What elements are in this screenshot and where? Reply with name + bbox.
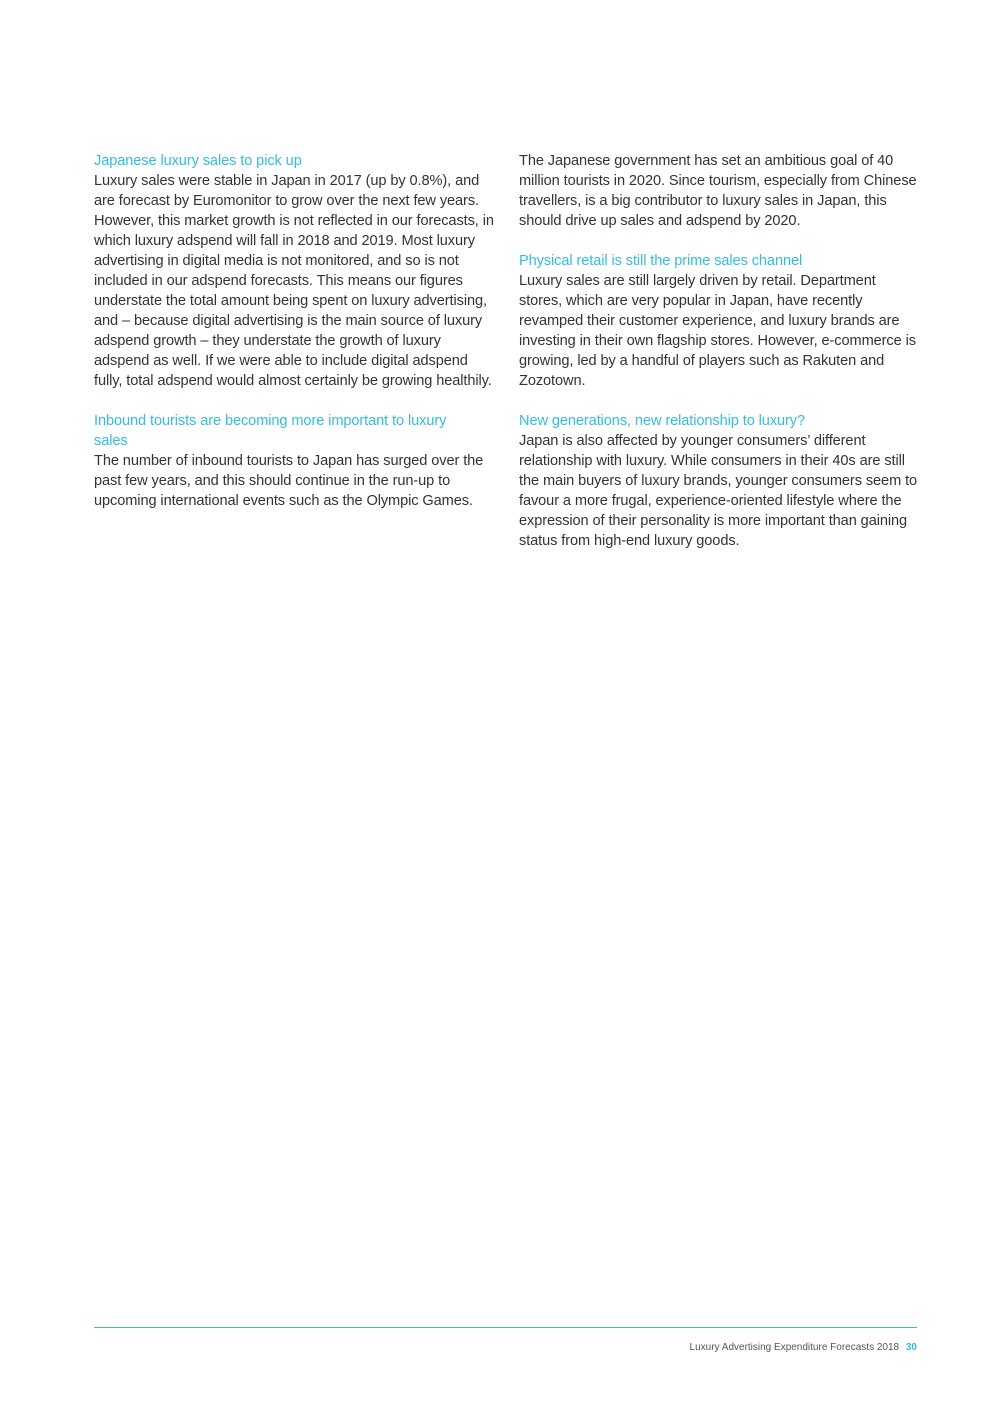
paragraph-new-generations: Japan is also affected by younger consumers’ different relationship with luxury. While consumers in their 40s are still the main buyers of luxury brands, younger consumers seem to favour a more frugal, experience-oriented lifestyle where the expression of their personality is more important than gaining status from high-end luxury goods.: [519, 433, 918, 549]
paragraph-inbound-tourists: The number of inbound tourists to Japan has surged over the past few years, and this should continue in the run-up to upcoming international events such as the Olympic Games.: [94, 453, 484, 509]
paragraph-japanese-luxury-sales: Luxury sales were stable in Japan in 2017 (up by 0.8%), and are forecast by Euromonitor to grow over the next few years. However, this market growth is not reflected in our forecasts, in which luxury adspend will fall in 2018 and 2019. Most luxury advertising in digital media is not monitored, and so is not included in our adspend forecasts. This means our figures understate the total amount being spent on luxury advertising, and – because digital advertising is the main source of luxury adspend growth – they understate the growth of luxury adspend as well. If we were able to include digital adspend fully, total adspend would almost certainly be growing healthily.: [94, 173, 494, 389]
paragraph-physical-retail: Luxury sales are still largely driven by retail. Department stores, which are very popular in Japan, have recently revamped their customer experience, and luxury brands are investing in their own flagship stores. However, e-commerce is growing, led by a handful of players such as Rakuten and Zozotown.: [519, 273, 916, 389]
heading-inbound-tourists: Inbound tourists are becoming more important to luxury sales: [94, 413, 447, 449]
paragraph-tourism-goal: The Japanese government has set an ambitious goal of 40 million tourists in 2020. Since tourism, especially from Chinese travellers, is a big contributor to luxury sales in Japan, this should drive up sales and adspend by 2020.: [519, 153, 917, 229]
page-number: 30: [905, 1342, 917, 1353]
footer-divider: [94, 1327, 917, 1328]
left-column: [94, 151, 494, 531]
heading-physical-retail: Physical retail is still the prime sales channel: [519, 253, 803, 269]
heading-new-generations: New generations, new relationship to luxury?: [519, 413, 806, 429]
right-column: [519, 151, 919, 571]
page-footer: [690, 1341, 917, 1355]
heading-japanese-luxury-sales: Japanese luxury sales to pick up: [94, 153, 302, 169]
footer-publication-title: Luxury Advertising Expenditure Forecasts 2018: [689, 1342, 900, 1353]
